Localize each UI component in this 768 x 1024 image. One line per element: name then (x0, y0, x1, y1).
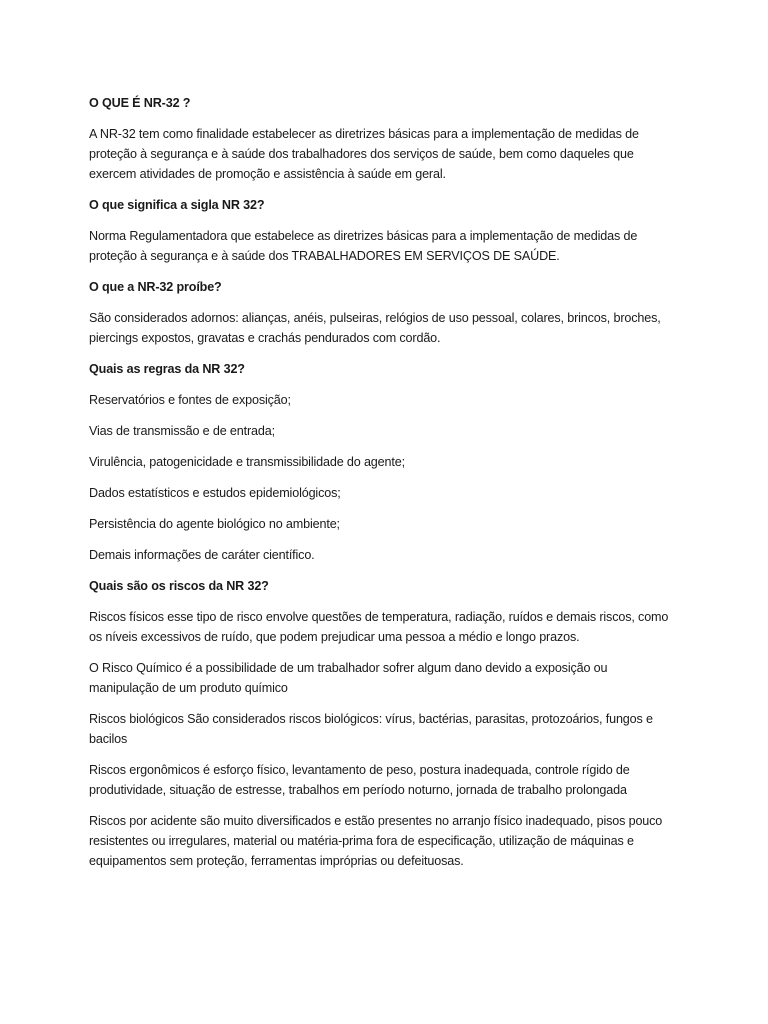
section-heading-prohibitions: O que a NR-32 proíbe? (89, 280, 222, 294)
paragraph-nr32-purpose: A NR-32 tem como finalidade estabelecer as diretrizes básicas para a implementação de medidas de proteção à segurança e à saúde dos trabalhadores dos serviços de saúde, bem como daqueles que exercem atividades de promoção e assistência à saúde em geral. (89, 127, 639, 181)
rule-item: Reservatórios e fontes de exposição; (89, 393, 291, 407)
rule-item: Dados estatísticos e estudos epidemiológicos; (89, 486, 341, 500)
paragraph-accident-risks: Riscos por acidente são muito diversificados e estão presentes no arranjo físico inadequado, pisos pouco resistentes ou irregulares, material ou matéria-prima fora de especificação, utilização de máquinas e equipamentos sem proteção, ferramentas impróprias ou defeituosas. (89, 814, 663, 868)
section-heading-risks: Quais são os riscos da NR 32? (89, 579, 269, 593)
paragraph-adornments: São considerados adornos: alianças, anéis, pulseiras, relógios de uso pessoal, colares, brincos, broches, piercings expostos, gravatas e crachás pendurados com cordão. (89, 311, 661, 345)
rule-item: Vias de transmissão e de entrada; (89, 424, 275, 438)
rule-item: Demais informações de caráter científico. (89, 548, 315, 562)
paragraph-biological-risks: Riscos biológicos São considerados riscos biológicos: vírus, bactérias, parasitas, protozoários, fungos e bacilos (89, 712, 653, 746)
section-heading-acronym-meaning: O que significa a sigla NR 32? (89, 198, 265, 212)
rule-item: Persistência do agente biológico no ambiente; (89, 517, 340, 531)
paragraph-chemical-risk: O Risco Químico é a possibilidade de um trabalhador sofrer algum dano devido a exposição ou manipulação de um produto químico (89, 661, 608, 695)
rule-item: Virulência, patogenicidade e transmissibilidade do agente; (89, 455, 405, 469)
section-heading-what-is-nr32: O QUE É NR-32 ? (89, 96, 191, 110)
paragraph-physical-risks: Riscos físicos esse tipo de risco envolve questões de temperatura, radiação, ruídos e demais riscos, como os níveis excessivos de ruído, que podem prejudicar uma pessoa a médio e longo prazos. (89, 610, 669, 644)
paragraph-ergonomic-risks: Riscos ergonômicos é esforço físico, levantamento de peso, postura inadequada, controle rígido de produtividade, situação de estresse, trabalhos em período noturno, jornada de trabalho prolongada (89, 763, 630, 797)
paragraph-acronym-meaning: Norma Regulamentadora que estabelece as diretrizes básicas para a implementação de medidas de proteção à segurança e à saúde dos TRABALHADORES EM SERVIÇOS DE SAÚDE. (89, 229, 638, 263)
section-heading-rules: Quais as regras da NR 32? (89, 362, 245, 376)
document-body (89, 93, 679, 882)
